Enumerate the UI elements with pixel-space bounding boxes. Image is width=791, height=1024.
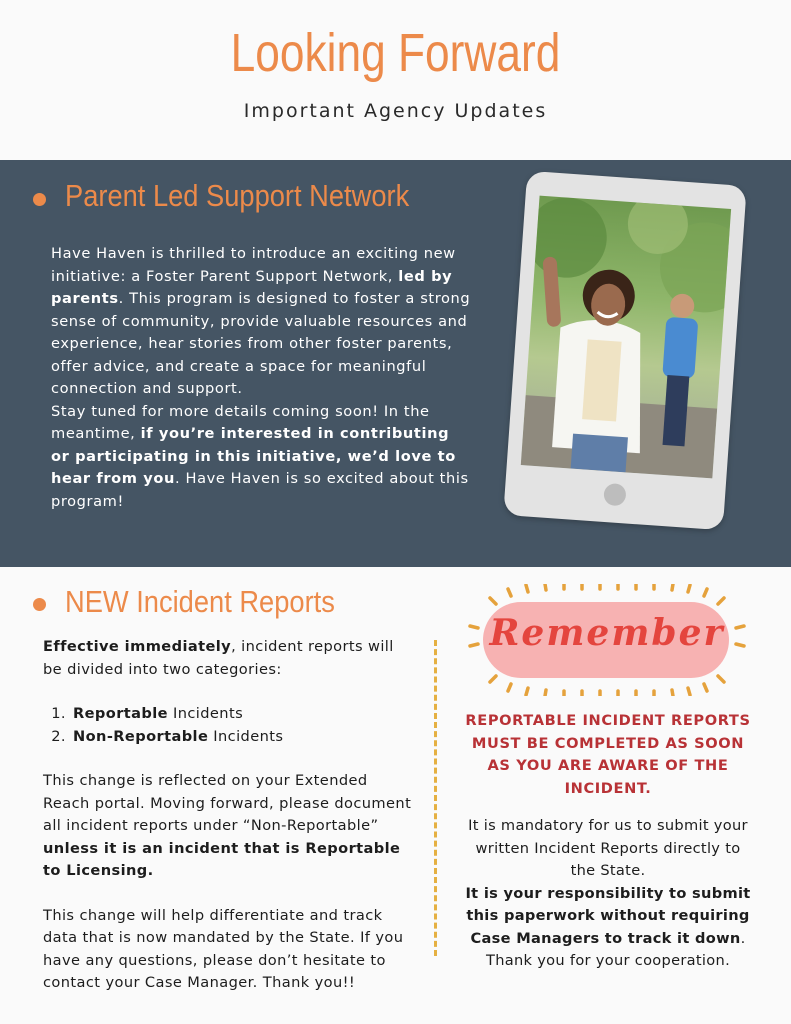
incident-reports-body (43, 636, 415, 995)
body-emphasis: unless it is an incident that is Reportable to Licensing. (43, 839, 401, 879)
section-title-incident-reports: NEW Incident Reports (65, 584, 335, 619)
page-title: Looking Forward (230, 23, 561, 83)
body-text: Have Haven is thrilled to introduce an exciting new initiative: a Foster Parent Support Network, (51, 245, 456, 285)
body-text: , incident reports will be divided into two categories: (43, 638, 394, 678)
body-emphasis: led by parents (51, 267, 453, 307)
remember-badge (466, 584, 748, 696)
body-emphasis: if you’re interested in contributing or participating in this initiative, we’d love to hear from you (51, 425, 456, 487)
phone-home-button-icon (603, 483, 626, 506)
parent-photo-illustration (521, 196, 731, 479)
body-emphasis: It is your responsibility to submit this paperwork without requiring Case Managers to track it down (465, 884, 751, 947)
list-item-bold: Non-Reportable (73, 727, 209, 745)
body-text: . This program is designed to foster a strong sense of community, provide valuable resources and experience, hear stories from other foster parents, offer advice, and create a space for meaningful connection and support. (51, 290, 471, 397)
closing-paragraph: This change will help differentiate and track data that is now mandated by the State. If you have any questions, please don’t hesitate to contact your Case Manager. Thank you!! (43, 906, 404, 991)
list-item-text: Incidents (208, 727, 284, 745)
body-text: It is mandatory for us to submit your written Incident Reports directly to the State. (468, 817, 748, 879)
list-item-bold: Reportable (73, 705, 168, 722)
remember-body (462, 815, 754, 973)
list-item-text: Incidents (167, 705, 244, 722)
body-text: . (740, 929, 746, 947)
list-item (71, 726, 415, 749)
page-subtitle: Important Agency Updates (243, 100, 548, 122)
portal-paragraph (43, 770, 415, 883)
list-item (71, 703, 415, 726)
body-text: This change is reflected on your Extended Reach portal. Moving forward, please document all incident reports under “Non-Reportable” (43, 772, 412, 834)
body-text: . Have Haven is so excited about this program! (51, 470, 469, 510)
bullet-icon (33, 193, 46, 206)
body-text: Stay tuned for more details coming soon! In the meantime, (51, 402, 430, 442)
body-text: Thank you for your cooperation. (485, 952, 731, 969)
phone-illustration (503, 171, 747, 531)
body-emphasis: Effective immediately (43, 638, 232, 655)
header (0, 0, 791, 160)
section-title-support-network: Parent Led Support Network (65, 178, 410, 213)
parent-photo (521, 196, 731, 479)
bullet-icon (33, 598, 46, 611)
support-network-body (51, 243, 471, 513)
category-list (43, 703, 415, 748)
column-divider (434, 640, 437, 956)
intro-paragraph (43, 636, 415, 681)
remember-label: Remember (489, 612, 725, 654)
reportable-alert: REPORTABLE INCIDENT REPORTS MUST BE COMPLETED AS SOON AS YOU ARE AWARE OF THE INCIDENT. (465, 712, 751, 797)
